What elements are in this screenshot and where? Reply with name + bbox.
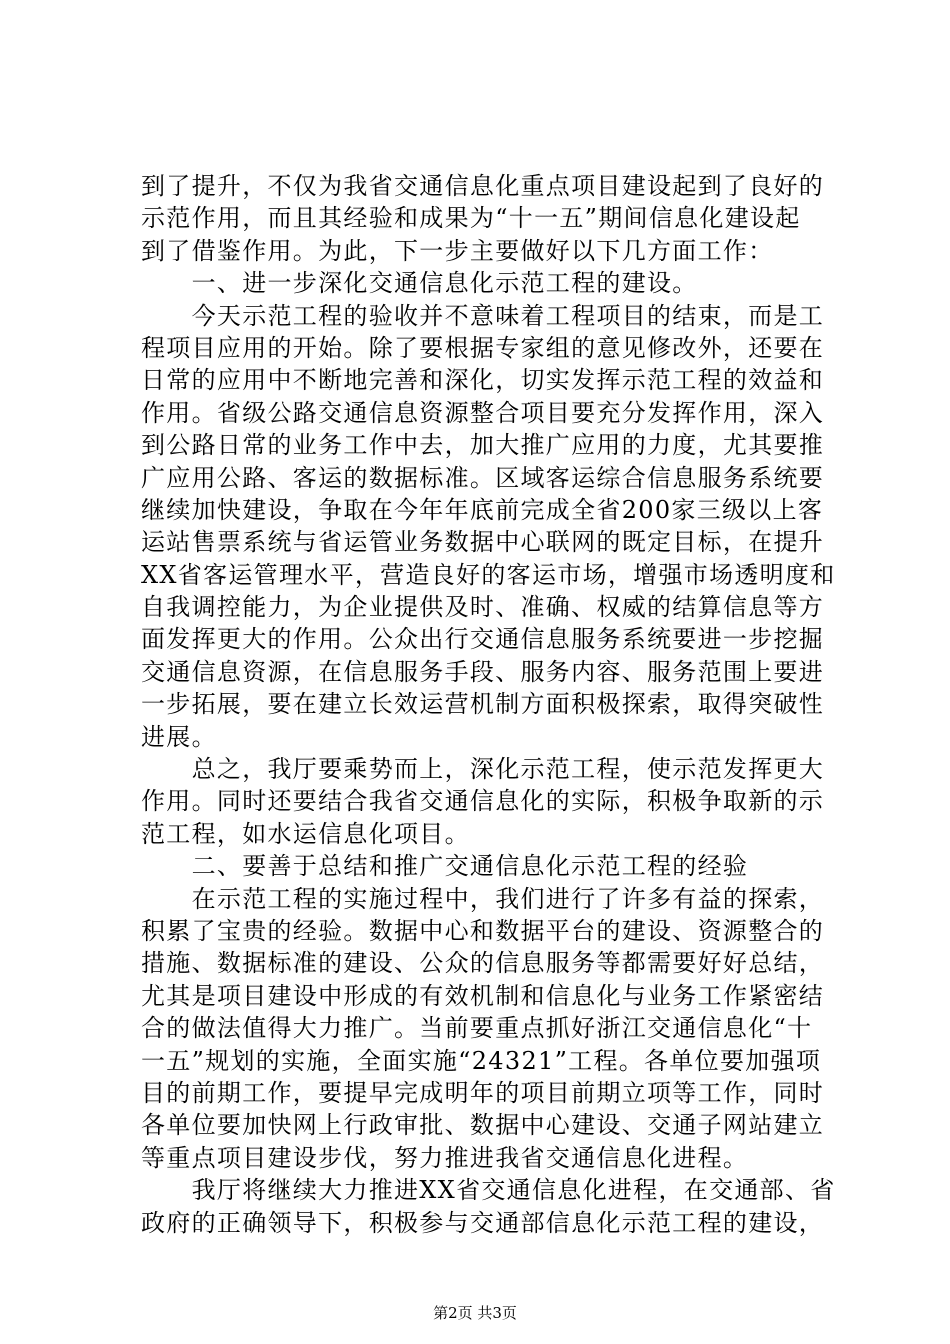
- text-line: 面发挥更大的作用。公众出行交通信息服务系统要进一步挖掘: [141, 625, 825, 654]
- text-line: 作用。省级公路交通信息资源整合项目要充分发挥作用，深入: [141, 398, 825, 427]
- text-line: 积累了宝贵的经验。数据中心和数据平台的建设、资源整合的: [141, 916, 825, 945]
- text-line: 到公路日常的业务工作中去，加大推广应用的力度，尤其要推: [141, 431, 825, 460]
- text-line: 政府的正确领导下，积极参与交通部信息化示范工程的建设，: [141, 1208, 825, 1237]
- text-line: 继续加快建设，争取在今年年底前完成全省200家三级以上客: [141, 495, 824, 524]
- text-line: 今天示范工程的验收并不意味着工程项目的结束，而是工: [141, 301, 825, 330]
- text-line: 示范作用，而且其经验和成果为“十一五”期间信息化建设起: [141, 204, 801, 233]
- text-line: 广应用公路、客运的数据标准。区域客运综合信息服务系统要: [141, 463, 825, 492]
- text-line: 在示范工程的实施过程中，我们进行了许多有益的探索，: [141, 884, 825, 913]
- text-line: 一、进一步深化交通信息化示范工程的建设。: [141, 269, 698, 298]
- text-line: 总之，我厅要乘势而上，深化示范工程，使示范发挥更大: [141, 755, 825, 784]
- text-line: 一五”规划的实施，全面实施“24321”工程。各单位要加强项: [141, 1046, 822, 1075]
- text-line: 交通信息资源，在信息服务手段、服务内容、服务范围上要进: [141, 657, 825, 686]
- text-line: 日常的应用中不断地完善和深化，切实发挥示范工程的效益和: [141, 366, 825, 395]
- text-line: 进展。: [141, 722, 217, 751]
- text-line: 措施、数据标准的建设、公众的信息服务等都需要好好总结，: [141, 949, 825, 978]
- text-line: XX省客运管理水平，营造良好的客运市场，增强市场透明度和: [141, 560, 836, 589]
- text-line: 自我调控能力，为企业提供及时、准确、权威的结算信息等方: [141, 593, 825, 622]
- text-line: 等重点项目建设步伐，努力推进我省交通信息化进程。: [141, 1143, 749, 1172]
- page-footer: 第2页 共3页: [433, 1304, 517, 1322]
- text-line: 目的前期工作，要提早完成明年的项目前期立项等工作，同时: [141, 1078, 825, 1107]
- text-line: 二、要善于总结和推广交通信息化示范工程的经验: [141, 852, 749, 881]
- text-line: 范工程，如水运信息化项目。: [141, 819, 470, 848]
- text-line: 程项目应用的开始。除了要根据专家组的意见修改外，还要在: [141, 333, 825, 362]
- text-line: 一步拓展，要在建立长效运营机制方面积极探索，取得突破性: [141, 690, 825, 719]
- body-text: [141, 170, 841, 1239]
- text-line: 合的做法值得大力推广。当前要重点抓好浙江交通信息化“十: [141, 1014, 813, 1043]
- text-line: 到了借鉴作用。为此，下一步主要做好以下几方面工作：: [141, 236, 774, 265]
- text-line: 尤其是项目建设中形成的有效机制和信息化与业务工作紧密结: [141, 981, 825, 1010]
- text-line: 到了提升，不仅为我省交通信息化重点项目建设起到了良好的: [141, 172, 825, 200]
- text-line: 我厅将继续大力推进XX省交通信息化进程，在交通部、省: [141, 1176, 836, 1205]
- text-line: 作用。同时还要结合我省交通信息化的实际，积极争取新的示: [141, 787, 825, 816]
- text-line: 各单位要加快网上行政审批、数据中心建设、交通子网站建立: [141, 1111, 825, 1140]
- text-line: 运站售票系统与省运管业务数据中心联网的既定目标，在提升: [141, 528, 825, 557]
